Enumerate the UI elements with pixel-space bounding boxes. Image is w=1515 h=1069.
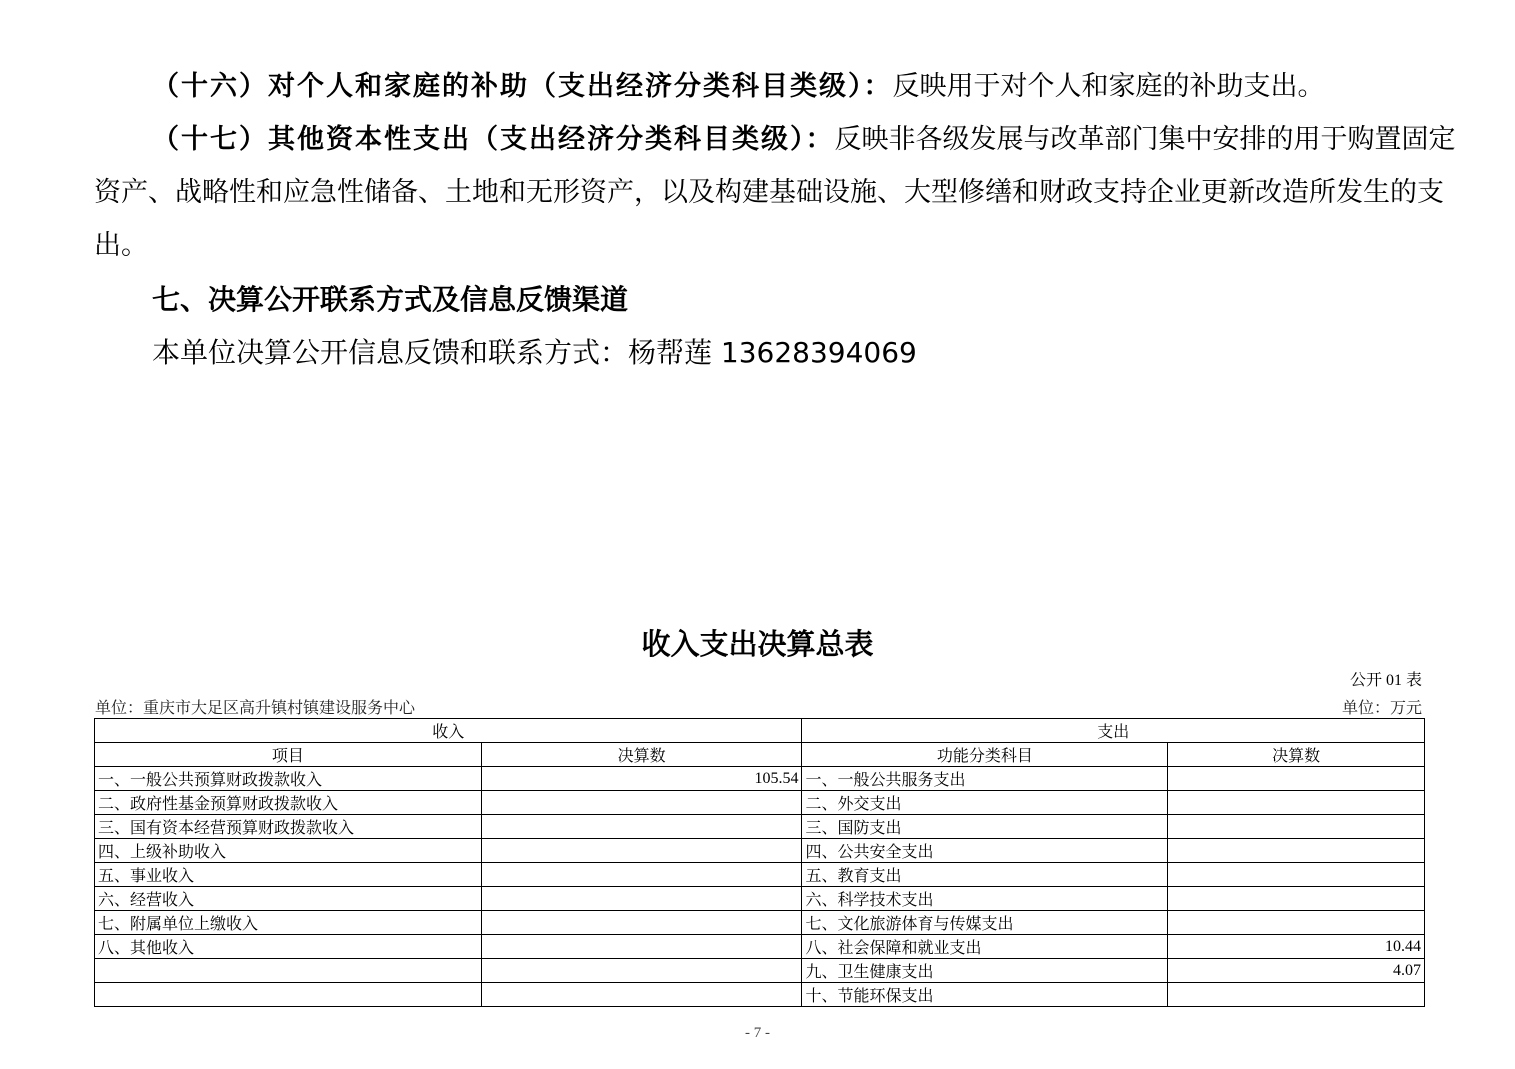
item-17-heading: （十七）其他资本性支出（支出经济分类科目类级）： [152,124,835,155]
table-column-header-row [95,743,1425,767]
item-17-body: 反映非各级发展与改革部门集中安排的用于购置固定资产、战略性和应急性储备、土地和无形资产，以及构建基础设施、大型修缮和财政支持企业更新改造所发生的支出。 [94,124,1456,261]
expense-amount-cell [1168,911,1425,935]
table-row [95,815,1425,839]
income-amount-cell [481,959,802,983]
expense-category-cell: 七、文化旅游体育与传媒支出 [802,911,1168,935]
income-item-cell: 一、一般公共预算财政拨款收入 [95,767,482,791]
income-item-cell: 六、经营收入 [95,887,482,911]
expense-category-cell: 四、公共安全支出 [802,839,1168,863]
income-item-cell: 五、事业收入 [95,863,482,887]
income-amount-cell [481,911,802,935]
column-header-income-amount: 决算数 [481,743,802,767]
expense-category-cell: 三、国防支出 [802,815,1168,839]
table-row [95,887,1425,911]
expense-amount-cell [1168,887,1425,911]
expense-category-cell: 一、一般公共服务支出 [802,767,1168,791]
expense-amount-cell [1168,839,1425,863]
expense-category-cell: 九、卫生健康支出 [802,959,1168,983]
table-row [95,791,1425,815]
table-title: 收入支出决算总表 [641,627,874,661]
income-item-cell [95,959,482,983]
expense-amount-cell [1168,767,1425,791]
income-item-cell: 四、上级补助收入 [95,839,482,863]
table-row [95,935,1425,959]
column-header-income-item: 项目 [95,743,482,767]
income-amount-cell: 105.54 [481,767,802,791]
table-row [95,959,1425,983]
income-amount-cell [481,815,802,839]
table-unit-currency: 单位：万元 [1341,700,1422,717]
table-row [95,839,1425,863]
expense-amount-cell [1168,791,1425,815]
expense-category-cell: 八、社会保障和就业支出 [802,935,1168,959]
table-row [95,983,1425,1007]
paragraph-item-16 [94,60,1476,113]
item-16-body: 反映用于对个人和家庭的补助支出。 [892,71,1325,102]
income-amount-cell [481,863,802,887]
table-row [95,863,1425,887]
expense-category-cell: 十、节能环保支出 [802,983,1168,1007]
table-unit-organization: 单位：重庆市大足区高升镇村镇建设服务中心 [95,700,416,717]
table-row [95,767,1425,791]
income-item-cell: 二、政府性基金预算财政拨款收入 [95,791,482,815]
page-number: - 7 - [745,1025,770,1041]
section-7-title: 七、决算公开联系方式及信息反馈渠道 [152,283,629,316]
income-expense-summary-table [94,718,1425,1007]
income-item-cell: 七、附属单位上缴收入 [95,911,482,935]
income-amount-cell [481,839,802,863]
income-amount-cell [481,983,802,1007]
income-amount-cell [481,887,802,911]
column-header-expense-amount: 决算数 [1168,743,1425,767]
income-amount-cell [481,935,802,959]
table-row [95,911,1425,935]
expense-amount-cell [1168,815,1425,839]
expense-category-cell: 五、教育支出 [802,863,1168,887]
income-item-cell: 三、国有资本经营预算财政拨款收入 [95,815,482,839]
column-header-expense-category: 功能分类科目 [802,743,1168,767]
expense-group-header: 支出 [802,719,1425,743]
expense-category-cell: 六、科学技术支出 [802,887,1168,911]
expense-amount-cell: 4.07 [1168,959,1425,983]
contact-info: 本单位决算公开信息反馈和联系方式：杨帮莲 13628394069 [152,336,917,369]
income-item-cell [95,983,482,1007]
table-group-header-row [95,719,1425,743]
expense-amount-cell [1168,863,1425,887]
expense-amount-cell [1168,983,1425,1007]
income-group-header: 收入 [95,719,802,743]
table-code: 公开 01 表 [1349,672,1422,689]
income-amount-cell [481,791,802,815]
income-item-cell: 八、其他收入 [95,935,482,959]
expense-amount-cell: 10.44 [1168,935,1425,959]
paragraph-item-17 [94,113,1476,272]
expense-category-cell: 二、外交支出 [802,791,1168,815]
item-16-heading: （十六）对个人和家庭的补助（支出经济分类科目类级）： [152,71,893,102]
